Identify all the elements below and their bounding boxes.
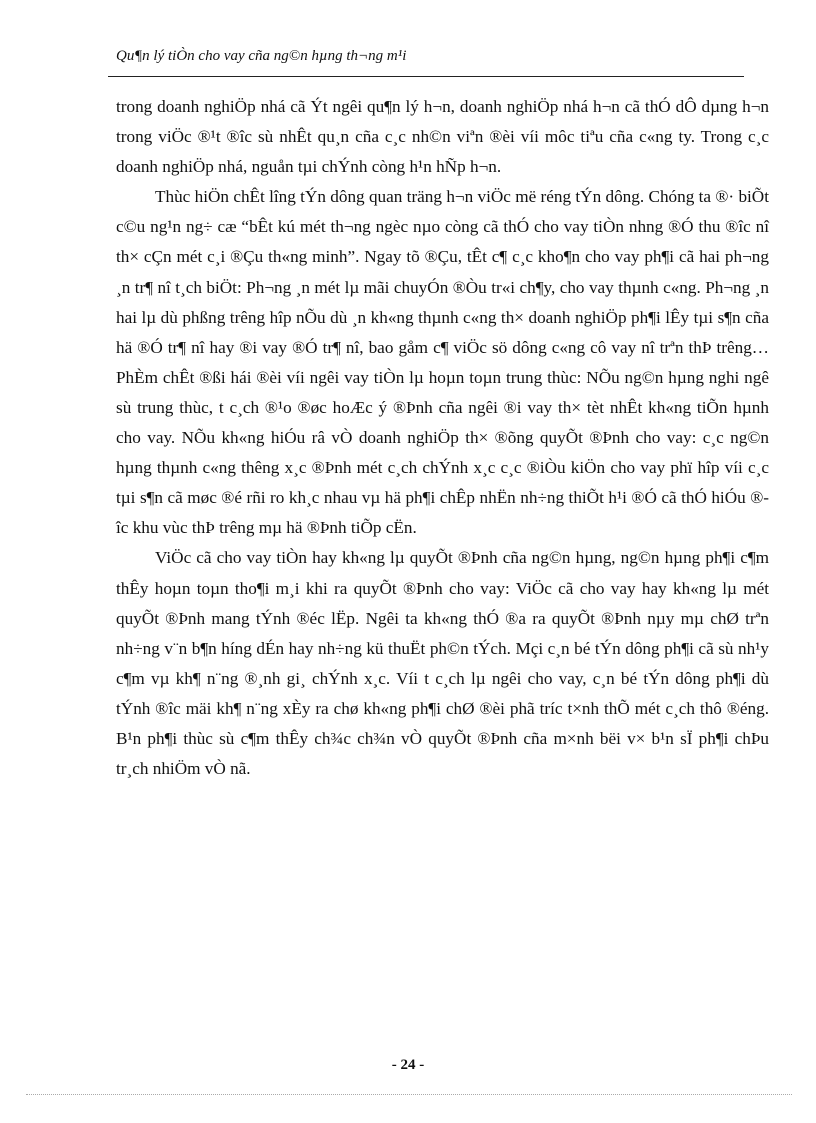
page-bottom-divider: [26, 1094, 792, 1095]
paragraph-3: ViÖc cã cho vay tiÒn hay kh«ng lµ quyÕt ®Þnh cña ng©n hµng, ng©n hµng ph¶i c¶m thÊy hoµn toµn tho¶i m¸i khi ra quyÕt ®Þnh cho vay: ViÖc cã cho vay hay kh«ng lµ mét quyÕt ®Þnh mang tÝnh ®éc lËp. Ngêi ta kh«ng thÓ ®a ra quyÕt ®Þnh nµy mµ chØ trªn nh÷ng v¨n b¶n híng dÉn hay nh÷ng kü thuËt ph©n tÝch. Mçi c¸n bé tÝn dông ph¶i cã sù nh¹y c¶m vµ kh¶ n¨ng ®¸nh gi¸ chÝnh x¸c. Víi t c¸ch lµ ngêi cho vay, c¸n bé tÝn dông ph¶i dù tÝnh ®îc mäi kh¶ n¨ng xÈy ra chø kh«ng ph¶i chØ ®èi phã tríc t×nh thÕ mét c¸ch thô ®éng. B¹n ph¶i thùc sù c¶m thÊy ch¾c ch¾n vÒ quyÕt ®Þnh cña m×nh bëi v× b¹n sÏ ph¶i chÞu tr¸ch nhiÖm vÒ nã.: [116, 548, 769, 779]
paragraph-1: trong doanh nghiÖp nhá cã Ýt ngêi qu¶n lý h¬n, doanh nghiÖp nhá h¬n cã thÓ dÔ dµng h¬n trong viÖc ®¹t ®îc sù nhÊt qu¸n cña c¸c nh©n viªn ®èi víi môc tiªu cña c«ng ty. Trong c¸c doanh nghiÖp nhá, nguån tµi chÝnh còng h¹n hÑp h¬n.: [116, 97, 769, 177]
document-body: [116, 92, 769, 784]
paragraph-2: Thùc hiÖn chÊt lîng tÝn dông quan träng h¬n viÖc më réng tÝn dông. Chóng ta ®· biÕt c©u ng¹n ng÷ cæ “bÊt kú mét th¬ng ngèc nµo còng cã thÓ cho vay tiÒn nhng ®Ó thu ®îc nî th× cÇn mét c¸i ®Çu th«ng minh”. Ngay tõ ®Çu, tÊt c¶ c¸c kho¶n cho vay ph¶i cã hai ph¬ng ¸n tr¶ nî t¸ch biÖt: Ph¬ng ¸n mét lµ mãi chuyÓn ®Òu tr«i ch¶y, cho vay thµnh c«ng. Ph¬ng ¸n hai lµ dù phßng trêng hîp nÕu dù ¸n kh«ng thµnh c«ng th× doanh nghiÖp ph¶i lÊy tµi s¶n cña hä ®Ó tr¶ nî hay ®i vay ®Ó tr¶ nî, bao gåm c¶ viÖc sö dông c«ng cô vay nî trªn thÞ trêng…PhÈm chÊt ®ßi hái ®èi víi ngêi vay tiÒn lµ hoµn toµn trung thùc: NÕu ng©n hµng nghi ngê sù trung thùc, t c¸ch ®¹o ®øc hoÆc ý ®Þnh cña ngêi ®i vay th× tèt nhÊt kh«ng tiÕn hµnh cho vay. NÕu kh«ng hiÓu râ vÒ doanh nghiÖp th× ®õng quyÕt ®Þnh cho vay: c¸c ng©n hµng thµnh c«ng thêng x¸c ®Þnh mét c¸ch chÝnh x¸c c¸c ®iÒu kiÖn cho vay phï hîp víi c¸c tµi s¶n cã møc ®é rñi ro kh¸c nhau vµ hä ph¶i chÊp nhËn nh÷ng thiÕt h¹i ®Ó cã thÓ hiÓu ®îc khu vùc thÞ trêng mµ hä ®Þnh tiÕp cËn.: [116, 187, 769, 538]
header-divider: [108, 76, 744, 77]
running-header: Qu¶n lý tiÒn cho vay cña ng©n hµng th¬ng m¹i: [116, 48, 407, 64]
page-number: - 24 -: [391, 1057, 425, 1073]
